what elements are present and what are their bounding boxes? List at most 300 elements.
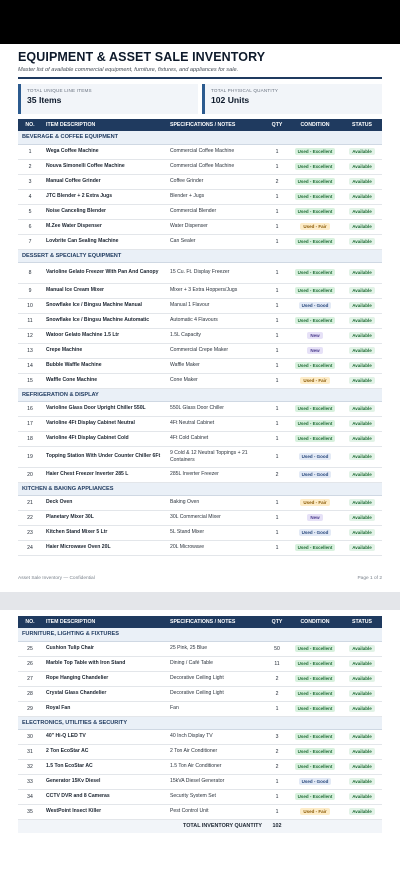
table-row — [18, 510, 382, 525]
status-badge: Available — [349, 163, 375, 170]
summary-quantity — [202, 84, 382, 114]
cell-qty: 1 — [266, 358, 288, 373]
col-header-specifications: SPECIFICATIONS / NOTES — [166, 616, 266, 628]
table-row — [18, 671, 382, 686]
cell-status — [342, 431, 382, 446]
cell-specifications: Manual 1 Flavour — [166, 298, 266, 313]
status-badge: Available — [349, 529, 375, 536]
footer-left-text: Asset Sale Inventory — Confidential — [18, 576, 95, 581]
condition-badge: Used - Excellent — [295, 208, 336, 215]
cell-qty: 1 — [266, 219, 288, 234]
cell-specifications: Dining / Café Table — [166, 656, 266, 671]
cell-specifications: 4Ft Neutral Cabinet — [166, 416, 266, 431]
cell-description: Waffle Cone Machine — [42, 373, 166, 388]
col-header-no: NO. — [18, 119, 42, 131]
cell-status — [342, 525, 382, 540]
cell-status — [342, 759, 382, 774]
status-badge: Available — [349, 763, 375, 770]
cell-status — [342, 262, 382, 283]
condition-badge: Used - Excellent — [295, 705, 336, 712]
summary-value: 35 Items — [27, 95, 62, 105]
cell-no: 14 — [18, 358, 42, 373]
cell-status — [342, 641, 382, 656]
cell-no: 1 — [18, 144, 42, 159]
condition-badge: New — [307, 514, 322, 521]
cell-description: Cushion Tulip Chair — [42, 641, 166, 656]
cell-condition — [288, 495, 342, 510]
cell-condition — [288, 804, 342, 819]
cell-condition — [288, 671, 342, 686]
col-header-status: STATUS — [342, 616, 382, 628]
cell-condition — [288, 774, 342, 789]
cell-specifications: Baking Oven — [166, 495, 266, 510]
cell-specifications: Commercial Coffee Machine — [166, 159, 266, 174]
cell-qty: 1 — [266, 701, 288, 716]
cell-qty: 1 — [266, 283, 288, 298]
cell-description: Wega Coffee Machine — [42, 144, 166, 159]
cell-specifications: Commercial Crepe Maker — [166, 343, 266, 358]
condition-badge: Used - Excellent — [295, 645, 336, 652]
cell-condition — [288, 701, 342, 716]
cell-status — [342, 701, 382, 716]
cell-specifications: Security System Set — [166, 789, 266, 804]
inventory-table-page-1 — [18, 119, 382, 556]
cell-specifications: 285L Inverter Freezer — [166, 467, 266, 482]
cell-condition — [288, 656, 342, 671]
cell-condition — [288, 525, 342, 540]
condition-badge: Used - Excellent — [295, 748, 336, 755]
category-label: DESSERT & SPECIALTY EQUIPMENT — [18, 249, 382, 262]
cell-condition — [288, 298, 342, 313]
status-badge: Available — [349, 287, 375, 294]
condition-badge: New — [307, 347, 322, 354]
category-label: BEVERAGE & COFFEE EQUIPMENT — [18, 131, 382, 144]
cell-description: WestPoint Insect Killer — [42, 804, 166, 819]
condition-badge: Used - Excellent — [295, 178, 336, 185]
cell-specifications: Decorative Ceiling Light — [166, 686, 266, 701]
cell-status — [342, 343, 382, 358]
cell-status — [342, 298, 382, 313]
cell-status — [342, 189, 382, 204]
cell-condition — [288, 446, 342, 467]
table-row — [18, 686, 382, 701]
cell-description: Varioline 4Ft Display Cabinet Cold — [42, 431, 166, 446]
cell-qty: 1 — [266, 525, 288, 540]
cell-status — [342, 540, 382, 555]
table-row — [18, 774, 382, 789]
cell-qty: 1 — [266, 401, 288, 416]
table-row — [18, 298, 382, 313]
cell-status — [342, 671, 382, 686]
cell-qty: 1 — [266, 159, 288, 174]
cell-specifications: Waffle Maker — [166, 358, 266, 373]
cell-qty: 1 — [266, 234, 288, 249]
condition-badge: Used - Excellent — [295, 435, 336, 442]
cell-specifications: Commercial Coffee Machine — [166, 144, 266, 159]
status-badge: Available — [349, 793, 375, 800]
cell-no: 6 — [18, 219, 42, 234]
cell-description: Varioline Gelato Freezer With Pan And Canopy — [42, 262, 166, 283]
condition-badge: Used - Good — [299, 471, 332, 478]
table-row — [18, 759, 382, 774]
table-row — [18, 495, 382, 510]
page-subtitle: Master list of available commercial equipment, furniture, fixtures, and appliances for sale. — [18, 67, 239, 73]
category-label: REFRIGERATION & DISPLAY — [18, 388, 382, 401]
cell-description: Generator 15Kv Diesel — [42, 774, 166, 789]
condition-badge: Used - Fair — [300, 377, 329, 384]
summary-label: TOTAL PHYSICAL QUANTITY — [211, 88, 279, 93]
document-page-1 — [0, 44, 400, 592]
status-badge: Available — [349, 420, 375, 427]
condition-badge: Used - Fair — [300, 223, 329, 230]
footer-page-number: Page 1 of 2 — [357, 576, 382, 581]
condition-badge: Used - Excellent — [295, 317, 336, 324]
table-header-row — [18, 119, 382, 131]
status-badge: Available — [349, 223, 375, 230]
cell-no: 23 — [18, 525, 42, 540]
cell-no: 2 — [18, 159, 42, 174]
cell-description: Snowflake Ice / Bingsu Machine Automatic — [42, 313, 166, 328]
cell-condition — [288, 416, 342, 431]
cell-description: Noise Canceling Blender — [42, 204, 166, 219]
col-header-status: STATUS — [342, 119, 382, 131]
cell-status — [342, 467, 382, 482]
cell-description: JTC Blender + 2 Extra Jugs — [42, 189, 166, 204]
cell-status — [342, 283, 382, 298]
cell-specifications: 550L Glass Door Chiller — [166, 401, 266, 416]
status-badge: Available — [349, 471, 375, 478]
cell-condition — [288, 789, 342, 804]
status-badge: Available — [349, 645, 375, 652]
condition-badge: Used - Good — [299, 529, 332, 536]
cell-no: 10 — [18, 298, 42, 313]
cell-no: 24 — [18, 540, 42, 555]
cell-status — [342, 328, 382, 343]
cell-status — [342, 373, 382, 388]
status-badge: Available — [349, 544, 375, 551]
status-badge: Available — [349, 238, 375, 245]
col-header-qty: QTY — [266, 119, 288, 131]
cell-condition — [288, 343, 342, 358]
cell-condition — [288, 262, 342, 283]
condition-badge: Used - Excellent — [295, 148, 336, 155]
table-row — [18, 446, 382, 467]
condition-badge: Used - Excellent — [295, 793, 336, 800]
status-badge: Available — [349, 808, 375, 815]
cell-qty: 1 — [266, 495, 288, 510]
cell-condition — [288, 467, 342, 482]
table-row — [18, 328, 382, 343]
table-row — [18, 804, 382, 819]
col-header-qty: QTY — [266, 616, 288, 628]
category-row — [18, 388, 382, 401]
cell-qty: 2 — [266, 467, 288, 482]
cell-qty: 1 — [266, 540, 288, 555]
category-row — [18, 131, 382, 144]
cell-qty: 1 — [266, 431, 288, 446]
total-label: TOTAL INVENTORY QUANTITY — [166, 819, 266, 833]
cell-no: 28 — [18, 686, 42, 701]
cell-no: 34 — [18, 789, 42, 804]
cell-no: 26 — [18, 656, 42, 671]
top-black-bar — [0, 0, 400, 44]
cell-no: 31 — [18, 744, 42, 759]
cell-specifications: 15kVA Diesel Generator — [166, 774, 266, 789]
cell-description: Topping Station With Under Counter Chiller 6Ft — [42, 446, 166, 467]
cell-condition — [288, 431, 342, 446]
cell-condition — [288, 313, 342, 328]
cell-no: 30 — [18, 729, 42, 744]
table-row — [18, 204, 382, 219]
cell-condition — [288, 510, 342, 525]
cell-specifications: Coffee Grinder — [166, 174, 266, 189]
status-badge: Available — [349, 660, 375, 667]
condition-badge: Used - Excellent — [295, 163, 336, 170]
cell-status — [342, 401, 382, 416]
table-row — [18, 219, 382, 234]
cell-specifications: 40 Inch Display TV — [166, 729, 266, 744]
category-label: KITCHEN & BAKING APPLIANCES — [18, 482, 382, 495]
category-row — [18, 628, 382, 641]
category-label: ELECTRONICS, UTILITIES & SECURITY — [18, 716, 382, 729]
cell-no: 3 — [18, 174, 42, 189]
cell-status — [342, 416, 382, 431]
cell-qty: 1 — [266, 510, 288, 525]
table-row — [18, 401, 382, 416]
cell-description: Haier Chest Freezer Inverter 285 L — [42, 467, 166, 482]
total-spacer — [18, 819, 42, 833]
table-row — [18, 189, 382, 204]
table-row — [18, 159, 382, 174]
cell-specifications: Water Dispenser — [166, 219, 266, 234]
summary-boxes — [18, 84, 382, 114]
inventory-table-page-2 — [18, 616, 382, 833]
cell-no: 15 — [18, 373, 42, 388]
cell-specifications: Blender + Jugs — [166, 189, 266, 204]
cell-specifications: Automatic 4 Flavours — [166, 313, 266, 328]
status-badge: Available — [349, 193, 375, 200]
cell-condition — [288, 219, 342, 234]
cell-condition — [288, 234, 342, 249]
cell-no: 27 — [18, 671, 42, 686]
cell-no: 18 — [18, 431, 42, 446]
total-row — [18, 819, 382, 833]
cell-description: CCTV DVR and 8 Cameras — [42, 789, 166, 804]
cell-status — [342, 656, 382, 671]
cell-status — [342, 729, 382, 744]
table-body — [18, 131, 382, 555]
cell-status — [342, 686, 382, 701]
cell-specifications: 1.5 Ton Air Conditioner — [166, 759, 266, 774]
col-header-condition: CONDITION — [288, 616, 342, 628]
status-badge: Available — [349, 675, 375, 682]
condition-badge: Used - Fair — [300, 808, 329, 815]
cell-description: Snowflake Ice / Bingsu Machine Manual — [42, 298, 166, 313]
table-row — [18, 234, 382, 249]
cell-status — [342, 174, 382, 189]
cell-description: Royal Fan — [42, 701, 166, 716]
cell-condition — [288, 204, 342, 219]
cell-status — [342, 774, 382, 789]
condition-badge: New — [307, 332, 322, 339]
cell-description: Crystal Glass Chandelier — [42, 686, 166, 701]
table-row — [18, 416, 382, 431]
cell-qty: 1 — [266, 774, 288, 789]
cell-specifications: 1.5L Capacity — [166, 328, 266, 343]
cell-qty: 50 — [266, 641, 288, 656]
cell-qty: 11 — [266, 656, 288, 671]
cell-no: 9 — [18, 283, 42, 298]
status-badge: Available — [349, 347, 375, 354]
table-row — [18, 174, 382, 189]
cell-no: 33 — [18, 774, 42, 789]
table-header-row — [18, 616, 382, 628]
cell-qty: 1 — [266, 416, 288, 431]
cell-condition — [288, 328, 342, 343]
table-row — [18, 789, 382, 804]
cell-qty: 2 — [266, 686, 288, 701]
cell-no: 16 — [18, 401, 42, 416]
cell-specifications: 4Ft Cold Cabinet — [166, 431, 266, 446]
category-row — [18, 482, 382, 495]
document-page-2 — [0, 610, 400, 880]
table-row — [18, 431, 382, 446]
col-header-no: NO. — [18, 616, 42, 628]
cell-condition — [288, 189, 342, 204]
status-badge: Available — [349, 302, 375, 309]
cell-no: 11 — [18, 313, 42, 328]
condition-badge: Used - Excellent — [295, 287, 336, 294]
cell-description: Kitchen Stand Mixer 5 Ltr — [42, 525, 166, 540]
status-badge: Available — [349, 148, 375, 155]
status-badge: Available — [349, 514, 375, 521]
status-badge: Available — [349, 377, 375, 384]
cell-specifications: Can Sealer — [166, 234, 266, 249]
cell-qty: 3 — [266, 729, 288, 744]
status-badge: Available — [349, 332, 375, 339]
cell-status — [342, 358, 382, 373]
condition-badge: Used - Excellent — [295, 675, 336, 682]
title-divider — [18, 77, 382, 79]
cell-no: 21 — [18, 495, 42, 510]
cell-qty: 1 — [266, 313, 288, 328]
cell-condition — [288, 729, 342, 744]
status-badge: Available — [349, 317, 375, 324]
cell-specifications: 5L Stand Mixer — [166, 525, 266, 540]
cell-status — [342, 144, 382, 159]
page-separator — [0, 592, 400, 610]
cell-condition — [288, 144, 342, 159]
cell-qty: 2 — [266, 759, 288, 774]
cell-qty: 1 — [266, 373, 288, 388]
cell-no: 19 — [18, 446, 42, 467]
condition-badge: Used - Excellent — [295, 362, 336, 369]
cell-status — [342, 159, 382, 174]
cell-status — [342, 789, 382, 804]
condition-badge: Used - Excellent — [295, 733, 336, 740]
cell-description: Manual Ice Cream Mixer — [42, 283, 166, 298]
cell-status — [342, 219, 382, 234]
cell-condition — [288, 401, 342, 416]
table-row — [18, 262, 382, 283]
status-badge: Available — [349, 208, 375, 215]
cell-specifications: Decorative Ceiling Light — [166, 671, 266, 686]
table-row — [18, 358, 382, 373]
cell-qty: 1 — [266, 789, 288, 804]
cell-status — [342, 804, 382, 819]
condition-badge: Used - Excellent — [295, 193, 336, 200]
status-badge: Available — [349, 690, 375, 697]
cell-no: 32 — [18, 759, 42, 774]
status-badge: Available — [349, 178, 375, 185]
cell-no: 8 — [18, 262, 42, 283]
cell-status — [342, 495, 382, 510]
status-badge: Available — [349, 269, 375, 276]
cell-qty: 1 — [266, 262, 288, 283]
cell-description: 1.5 Ton EcoStar AC — [42, 759, 166, 774]
cell-specifications: 9 Cold & 12 Neutral Toppings + 21 Containers — [166, 446, 266, 467]
cell-description: Crepe Machine — [42, 343, 166, 358]
table-row — [18, 283, 382, 298]
cell-specifications: Fan — [166, 701, 266, 716]
table-row — [18, 467, 382, 482]
cell-condition — [288, 686, 342, 701]
cell-description: Varioline Glass Door Upright Chiller 550L — [42, 401, 166, 416]
cell-qty: 1 — [266, 446, 288, 467]
cell-status — [342, 744, 382, 759]
condition-badge: Used - Excellent — [295, 405, 336, 412]
col-header-description: ITEM DESCRIPTION — [42, 119, 166, 131]
cell-condition — [288, 540, 342, 555]
cell-qty: 1 — [266, 298, 288, 313]
cell-condition — [288, 373, 342, 388]
table-body — [18, 628, 382, 819]
table-row — [18, 701, 382, 716]
status-badge: Available — [349, 362, 375, 369]
cell-description: Watoor Gelato Machine 1.5 Ltr — [42, 328, 166, 343]
cell-specifications: 15 Cu. Ft. Display Freezer — [166, 262, 266, 283]
col-header-condition: CONDITION — [288, 119, 342, 131]
cell-no: 4 — [18, 189, 42, 204]
condition-badge: Used - Excellent — [295, 269, 336, 276]
cell-condition — [288, 744, 342, 759]
cell-condition — [288, 641, 342, 656]
table-row — [18, 744, 382, 759]
table-row — [18, 373, 382, 388]
total-spacer — [342, 819, 382, 833]
condition-badge: Used - Good — [299, 453, 332, 460]
cell-specifications: Mixer + 3 Extra Hoppers/Jugs — [166, 283, 266, 298]
table-row — [18, 656, 382, 671]
cell-qty: 1 — [266, 343, 288, 358]
cell-description: Nouva Simonelli Coffee Machine — [42, 159, 166, 174]
cell-description: 40" Hi-Q LED TV — [42, 729, 166, 744]
cell-specifications: 30L Commercial Mixer — [166, 510, 266, 525]
category-label: FURNITURE, LIGHTING & FIXTURES — [18, 628, 382, 641]
cell-condition — [288, 283, 342, 298]
condition-badge: Used - Fair — [300, 499, 329, 506]
total-spacer — [42, 819, 166, 833]
category-row — [18, 249, 382, 262]
cell-no: 7 — [18, 234, 42, 249]
cell-condition — [288, 174, 342, 189]
table-row — [18, 525, 382, 540]
cell-specifications: Cone Maker — [166, 373, 266, 388]
cell-qty: 1 — [266, 804, 288, 819]
cell-description: 2 Ton EcoStar AC — [42, 744, 166, 759]
cell-qty: 2 — [266, 671, 288, 686]
cell-qty: 1 — [266, 328, 288, 343]
